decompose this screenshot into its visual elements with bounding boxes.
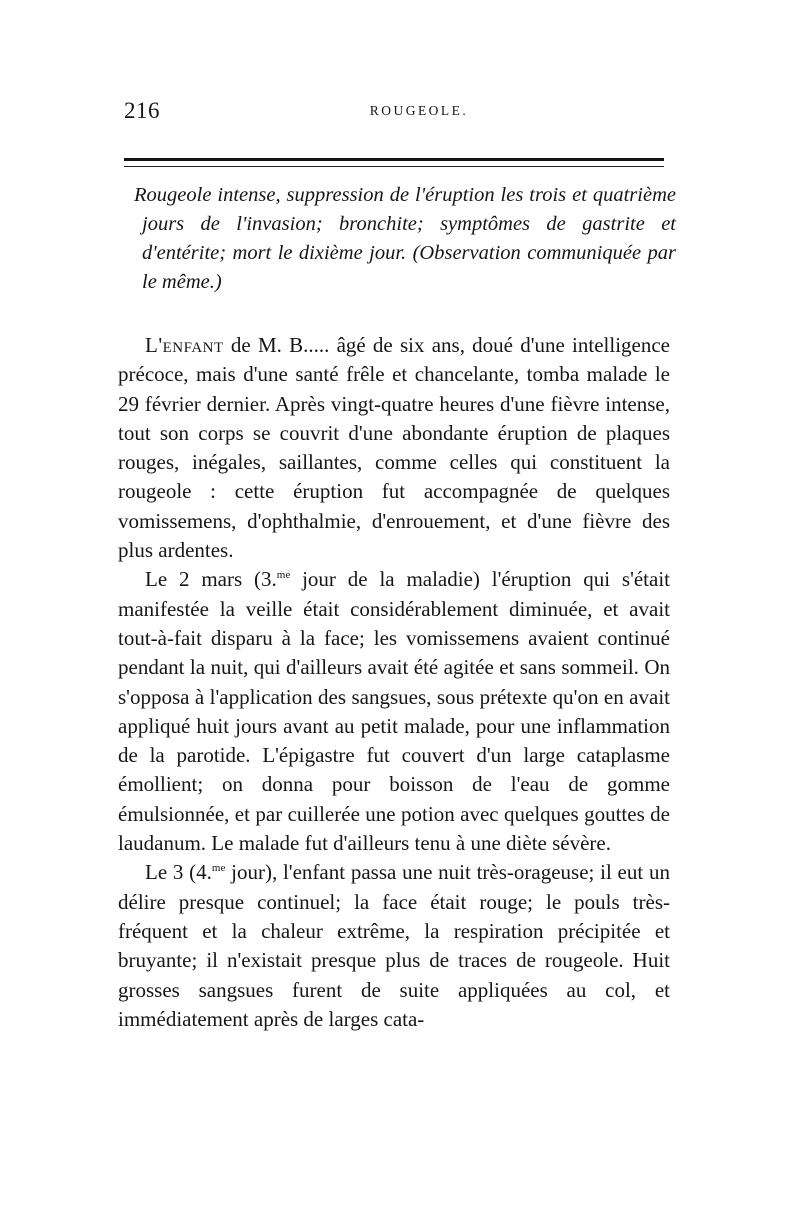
paragraph-lead: Le 3 (4. [145,860,212,885]
paragraph-opener: L'enfant [145,333,224,357]
body-text [118,331,670,1034]
paragraph-3 [118,858,670,1034]
header-rule-thin [124,166,664,167]
paragraph-1 [118,331,670,565]
ordinal-superscript: me [276,569,291,582]
paragraph-text: de M. B..... âgé de six ans, doué d'une intelligence précoce, mais d'une santé frêle et chancelante, tomba malade le 29 février dernier. Après vingt-quatre heures d'une fièvre intense, tout son corps se couvrit d'une abondante éruption de plaques rouges, inégales, saillantes, comme celles qui constituent la rougeole : cette éruption fut accompagnée de quelques vomissemens, d'ophthalmie, d'enrouement, et d'une fièvre des plus ardentes. [118,333,670,563]
ordinal-superscript: me [211,862,226,875]
paragraph-text: jour de la maladie) l'éruption qui s'était manifestée la veille était considérablement diminuée, et avait tout-à-fait disparu à la face; les vomissemens avaient continué pendant la nuit, qui d'ailleurs avait été agitée et sans sommeil. On s'opposa à l'application des sangsues, sous prétexte qu'on en avait appliqué huit jours avant au petit malade, pour une inflammation de la parotide. L'épigastre fut couvert d'un large cataplasme émollient; on donna pour boisson de l'eau de gomme émulsionnée, et par cuillerée une potion avec quelques gouttes de laudanum. Le malade fut d'ailleurs tenu à une diète sévère. [118,567,670,856]
header-rule-thick [124,158,664,161]
running-head [124,98,664,128]
case-summary: Rougeole intense, suppression de l'éruption les trois et quatrième jours de l'invasion; bronchite; symptômes de gastrite et d'entérite; mort le dixième jour. (Observation communiquée par le même.) [134,184,676,293]
page-number: 216 [124,98,160,123]
paragraph-lead: Le 2 mars (3. [145,567,277,592]
paragraph-2 [118,565,670,858]
paragraph-text: jour), l'enfant passa une nuit très-orageuse; il eut un délire presque continuel; la face était rouge; le pouls très-fréquent et la chaleur extrême, la respiration précipitée et bruyante; il n'existait presque plus de traces de rougeole. Huit grosses sangsues furent de suite appliquées au col, et immédiatement après de larges cata- [118,860,670,1031]
running-title: ROUGEOLE. [369,103,469,118]
